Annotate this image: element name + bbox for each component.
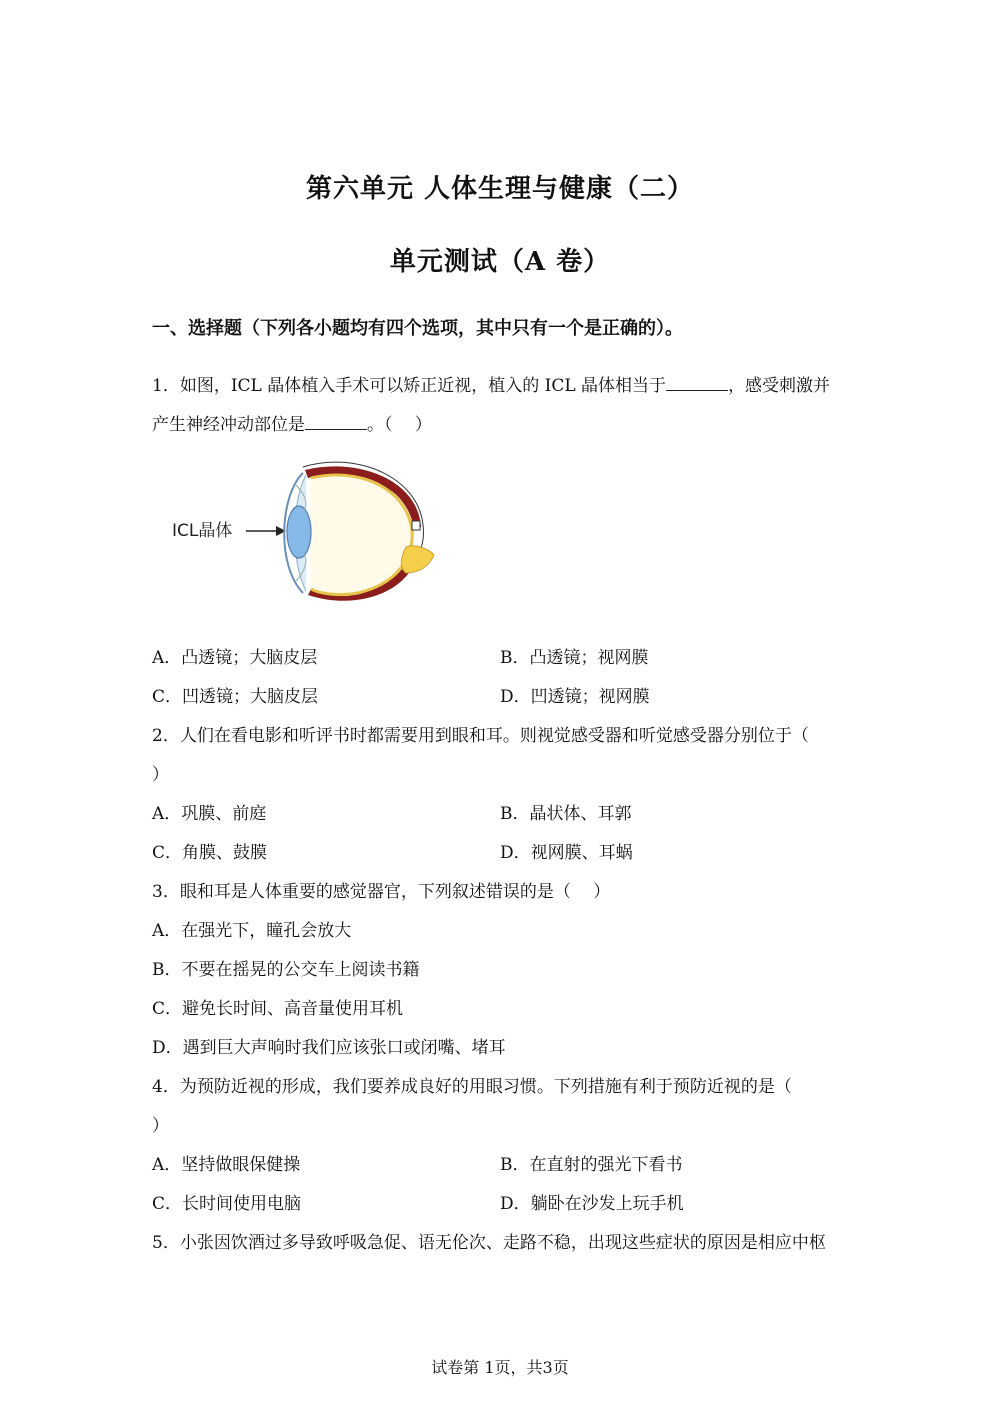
page-title: 第六单元 人体生理与健康（二） <box>305 174 695 204</box>
q2-option-b[interactable]: B．晶状体、耳郭 <box>500 804 632 824</box>
question-1-text-d: 。（ ） <box>367 415 432 435</box>
q3-option-b[interactable]: B．不要在摇晃的公交车上阅读书籍 <box>152 960 420 980</box>
question-5-line-1: 5．小张因饮酒过多导致呼吸急促、语无伦次、走路不稳，出现这些症状的原因是相应中枢 <box>152 1233 826 1253</box>
q2-option-c[interactable]: C．角膜、鼓膜 <box>152 843 268 863</box>
section-heading: 一、选择题（下列各小题均有四个选项，其中只有一个是正确的）。 <box>152 318 683 339</box>
optic-nerve <box>401 546 434 573</box>
q3-option-d[interactable]: D．遇到巨大声响时我们应该张口或闭嘴、堵耳 <box>152 1038 506 1058</box>
question-1-text-b: ，感受刺激并 <box>728 376 831 396</box>
fovea-marker <box>412 521 420 530</box>
q2-option-d[interactable]: D．视网膜、耳蜗 <box>500 843 633 863</box>
question-4-line-2: ） <box>152 1116 169 1136</box>
q1-option-a[interactable]: A．凸透镜；大脑皮层 <box>152 648 318 668</box>
page-footer: 试卷第 1页，共3页 <box>431 1358 569 1377</box>
q2-option-a[interactable]: A．巩膜、前庭 <box>152 804 267 824</box>
q1-option-c[interactable]: C．凹透镜；大脑皮层 <box>152 687 319 707</box>
q4-option-c[interactable]: C．长时间使用电脑 <box>152 1194 302 1214</box>
q4-option-d[interactable]: D．躺卧在沙发上玩手机 <box>500 1194 684 1214</box>
eye-diagram <box>168 455 443 610</box>
question-3-line-1: 3．眼和耳是人体重要的感觉器官，下列叙述错误的是（ ） <box>152 882 611 902</box>
icl-label: ICL晶体 <box>172 521 233 541</box>
q1-option-d[interactable]: D．凹透镜；视网膜 <box>500 687 650 707</box>
q4-option-b[interactable]: B．在直射的强光下看书 <box>500 1155 683 1175</box>
question-1-text-a: 1．如图，ICL 晶体植入手术可以矫正近视，植入的 ICL 晶体相当于 <box>152 376 667 396</box>
question-1-line-2 <box>152 410 432 435</box>
question-4-line-1: 4．为预防近视的形成，我们要养成良好的用眼习惯。下列措施有利于预防近视的是（ <box>152 1077 792 1097</box>
q4-option-a[interactable]: A．坚持做眼保健操 <box>152 1155 301 1175</box>
question-1-text-c: 产生神经冲动部位是 <box>152 415 305 435</box>
answer-blank-2 <box>305 415 367 430</box>
answer-blank-1 <box>666 376 728 391</box>
question-1-line-1 <box>152 371 830 396</box>
page-subtitle: 单元测试（A 卷） <box>389 247 611 277</box>
icl-lens <box>287 506 311 558</box>
q3-option-c[interactable]: C．避免长时间、高音量使用耳机 <box>152 999 404 1019</box>
question-2-line-1: 2．人们在看电影和听评书时都需要用到眼和耳。则视觉感受器和听觉感受器分别位于（ <box>152 726 809 746</box>
question-2-line-2: ） <box>152 765 169 785</box>
q3-option-a[interactable]: A．在强光下，瞳孔会放大 <box>152 921 352 941</box>
q1-option-b[interactable]: B．凸透镜；视网膜 <box>500 648 649 668</box>
